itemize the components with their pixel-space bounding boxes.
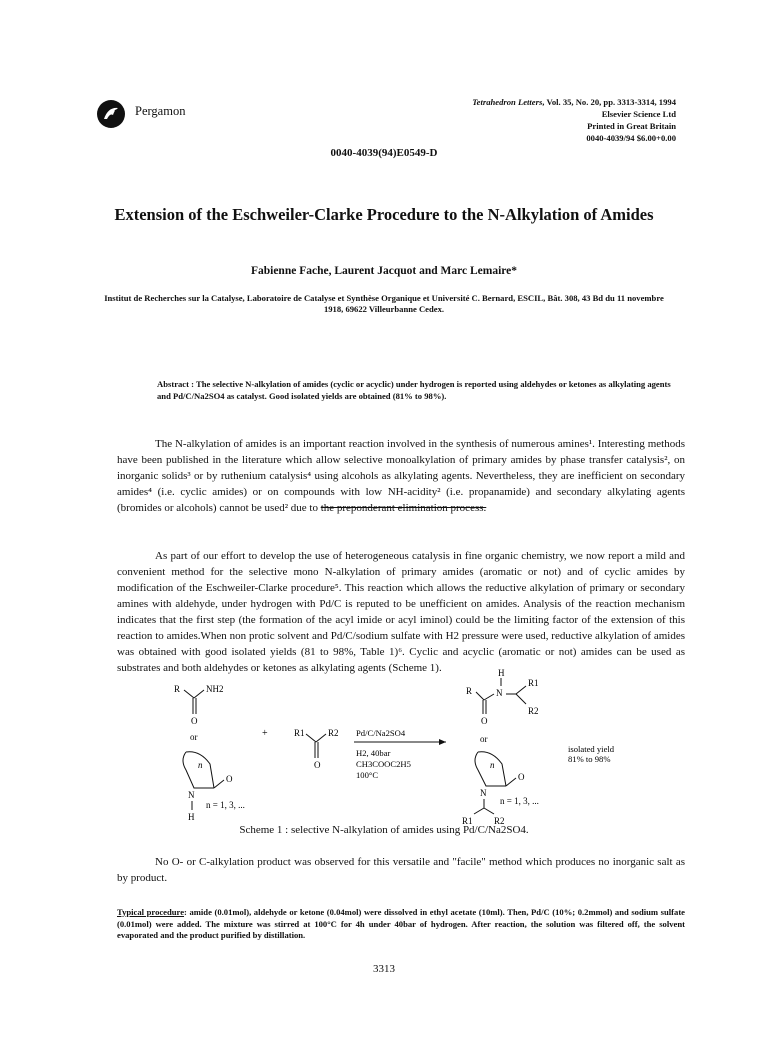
carbonyl-structure bbox=[294, 728, 339, 770]
reagent-temperature: 100°C bbox=[356, 770, 379, 780]
reagent-pressure: H2, 40bar bbox=[356, 748, 391, 758]
journal-name: Tetrahedron Letters bbox=[472, 97, 543, 107]
reagent-catalyst: Pd/C/Na2SO4 bbox=[356, 728, 406, 738]
issn-line: 0040-4039/94 $6.00+0.00 bbox=[586, 133, 676, 143]
doi-code: 0040-4039(94)E0549-D bbox=[330, 147, 438, 159]
body-paragraph-2 bbox=[117, 548, 685, 676]
lactam-n-label: N bbox=[188, 790, 195, 800]
body-paragraph-1 bbox=[117, 436, 685, 516]
product-r-label: R bbox=[466, 686, 473, 696]
body-paragraph-3 bbox=[117, 854, 685, 886]
cyclic-o-label: O bbox=[518, 772, 525, 782]
footnote bbox=[117, 907, 685, 942]
or-label-right: or bbox=[480, 734, 488, 744]
page-number: 3313 bbox=[373, 963, 395, 975]
or-label-left: or bbox=[190, 732, 198, 742]
cyclic-product-structure bbox=[462, 752, 539, 826]
amide-o-label: O bbox=[191, 716, 198, 726]
carbonyl-r1-label: R1 bbox=[294, 728, 305, 738]
yield-range: 81% to 98% bbox=[568, 754, 611, 764]
paragraph-1-text: The N-alkylation of amides is an important reaction involved in the synthesis of numerous amines¹. Interesting methods have been published in the literature which allow selective monoalkylation of primary amides by phase transfer catalysis², on inorganic solids³ or by ruthenium catalysis⁴ using alcohols as alkylating agents. Nevertheless, they are inefficient on secondary amides⁴ (i.e. cyclic amides) or on compounds with low NH-acidity² (i.e. propanamide) and secondary alkylating agents (bromides or alcohols) cannot be used² due to bbox=[117, 438, 685, 514]
acyclic-product-structure bbox=[466, 668, 539, 744]
product-h-label: H bbox=[498, 668, 505, 678]
paragraph-3-text: No O- or C-alkylation product was observed for this versatile and "facile" method which produces no inorganic salt as by product. bbox=[117, 856, 685, 884]
cyclic-r2-label: R2 bbox=[494, 816, 505, 826]
printed-line: Printed in Great Britain bbox=[587, 121, 676, 131]
product-r2-label: R2 bbox=[528, 706, 539, 716]
product-n-label: N bbox=[496, 688, 503, 698]
reagent-solvent: CH3COOC2H5 bbox=[356, 759, 411, 769]
reaction-arrow bbox=[354, 728, 446, 780]
abstract-label: Abstract : bbox=[157, 379, 194, 389]
reaction-scheme bbox=[150, 664, 630, 834]
abstract-text: The selective N-alkylation of amides (cyclic or acyclic) under hydrogen is reported using aldehydes or ketones as alkylating agents and Pd/C/Na2SO4 as catalyst. Good isolated yields are obtained (81% to 98%). bbox=[157, 379, 671, 401]
amide-r-label: R bbox=[174, 684, 181, 694]
lactam-h-label: H bbox=[188, 812, 195, 822]
pergamon-logo-icon bbox=[96, 99, 126, 129]
amide-nh2-label: NH2 bbox=[206, 684, 224, 694]
paper-title: Extension of the Eschweiler-Clarke Procedure to the N-Alkylation of Amides bbox=[114, 205, 654, 224]
abstract bbox=[157, 379, 677, 402]
scheme-caption: Scheme 1 : selective N-alkylation of amides using Pd/C/Na2SO4. bbox=[239, 824, 529, 836]
plus-sign: + bbox=[262, 728, 268, 739]
cyclic-n-label: N bbox=[480, 788, 487, 798]
struck-text: the preponderant elimination process. bbox=[320, 502, 487, 514]
affiliation: Institut de Recherches sur la Catalyse, Laboratoire de Catalyse et Synthèse Organique et Université C. Bernard, ESCIL, Bât. 308, 43 Bd du 11 novembre 1918, 69622 Villeurbanne Cedex. bbox=[104, 293, 664, 314]
journal-citation: , Vol. 35, No. 20, pp. 3313-3314, 1994 bbox=[542, 97, 676, 107]
carbonyl-o-label: O bbox=[314, 760, 321, 770]
product-o-label: O bbox=[481, 716, 488, 726]
primary-amide-structure bbox=[174, 684, 224, 742]
footnote-text: : amide (0.01mol), aldehyde or ketone (0.04mol) were dissolved in ethyl acetate (10ml). Then, Pd/C (10%; 0.2mmol) and sodium sulfate (0.01mol) were added. The mixture was stirred at 100°C for 4h under 40bar of hydrogen. After reaction, the solution was filtered off, the solvent evaporated and the product purified by distillation. bbox=[117, 907, 685, 940]
product-n-index: n bbox=[490, 760, 495, 770]
cyclic-n-range: n = 1, 3, ... bbox=[500, 796, 539, 806]
author-list: Fabienne Fache, Laurent Jacquot and Marc Lemaire* bbox=[250, 265, 518, 277]
product-r1-label: R1 bbox=[528, 678, 539, 688]
journal-citation-block bbox=[472, 96, 676, 144]
footnote-label: Typical procedure bbox=[117, 907, 185, 917]
paragraph-2-text: As part of our effort to develop the use of heterogeneous catalysis in fine organic chemistry, we now report a mild and convenient method for the selective mono N-alkylation of primary amides (aromatic or not) and of cyclic amides by modification of the Eschweiler-Clarke procedure⁵. This reaction which allows the reductive alkylation of primary or secondary amines with aldehyde, under hydrogen with Pd/C is reputed to be unefficient on amides. Analysis of the reaction mechanism indicates that the first step (the formation of the acyl imide or acyl iminol) could be the limiting factor of the extension of this reaction to amides.When non protic solvent and Pd/C/sodium sulfate with H2 pressure were used, reductive alkylation of amides was obtained with good isolated yields (81 to 98%, Table 1)⁶. Cyclic and acyclic (aromatic or not) amides can be used as substrates and both aldehydes or ketones as alkylating agents (Scheme 1). bbox=[117, 550, 685, 674]
lactam-o-label: O bbox=[226, 774, 233, 784]
publisher-line: Elsevier Science Ltd bbox=[601, 109, 676, 119]
lactam-n-index: n bbox=[198, 760, 203, 770]
cyclic-r1-label: R1 bbox=[462, 816, 473, 826]
yield-label: isolated yield bbox=[568, 744, 615, 754]
lactam-n-range: n = 1, 3, ... bbox=[206, 800, 245, 810]
carbonyl-r2-label: R2 bbox=[328, 728, 339, 738]
lactam-structure bbox=[183, 752, 245, 822]
publisher-name: Pergamon bbox=[135, 104, 186, 118]
